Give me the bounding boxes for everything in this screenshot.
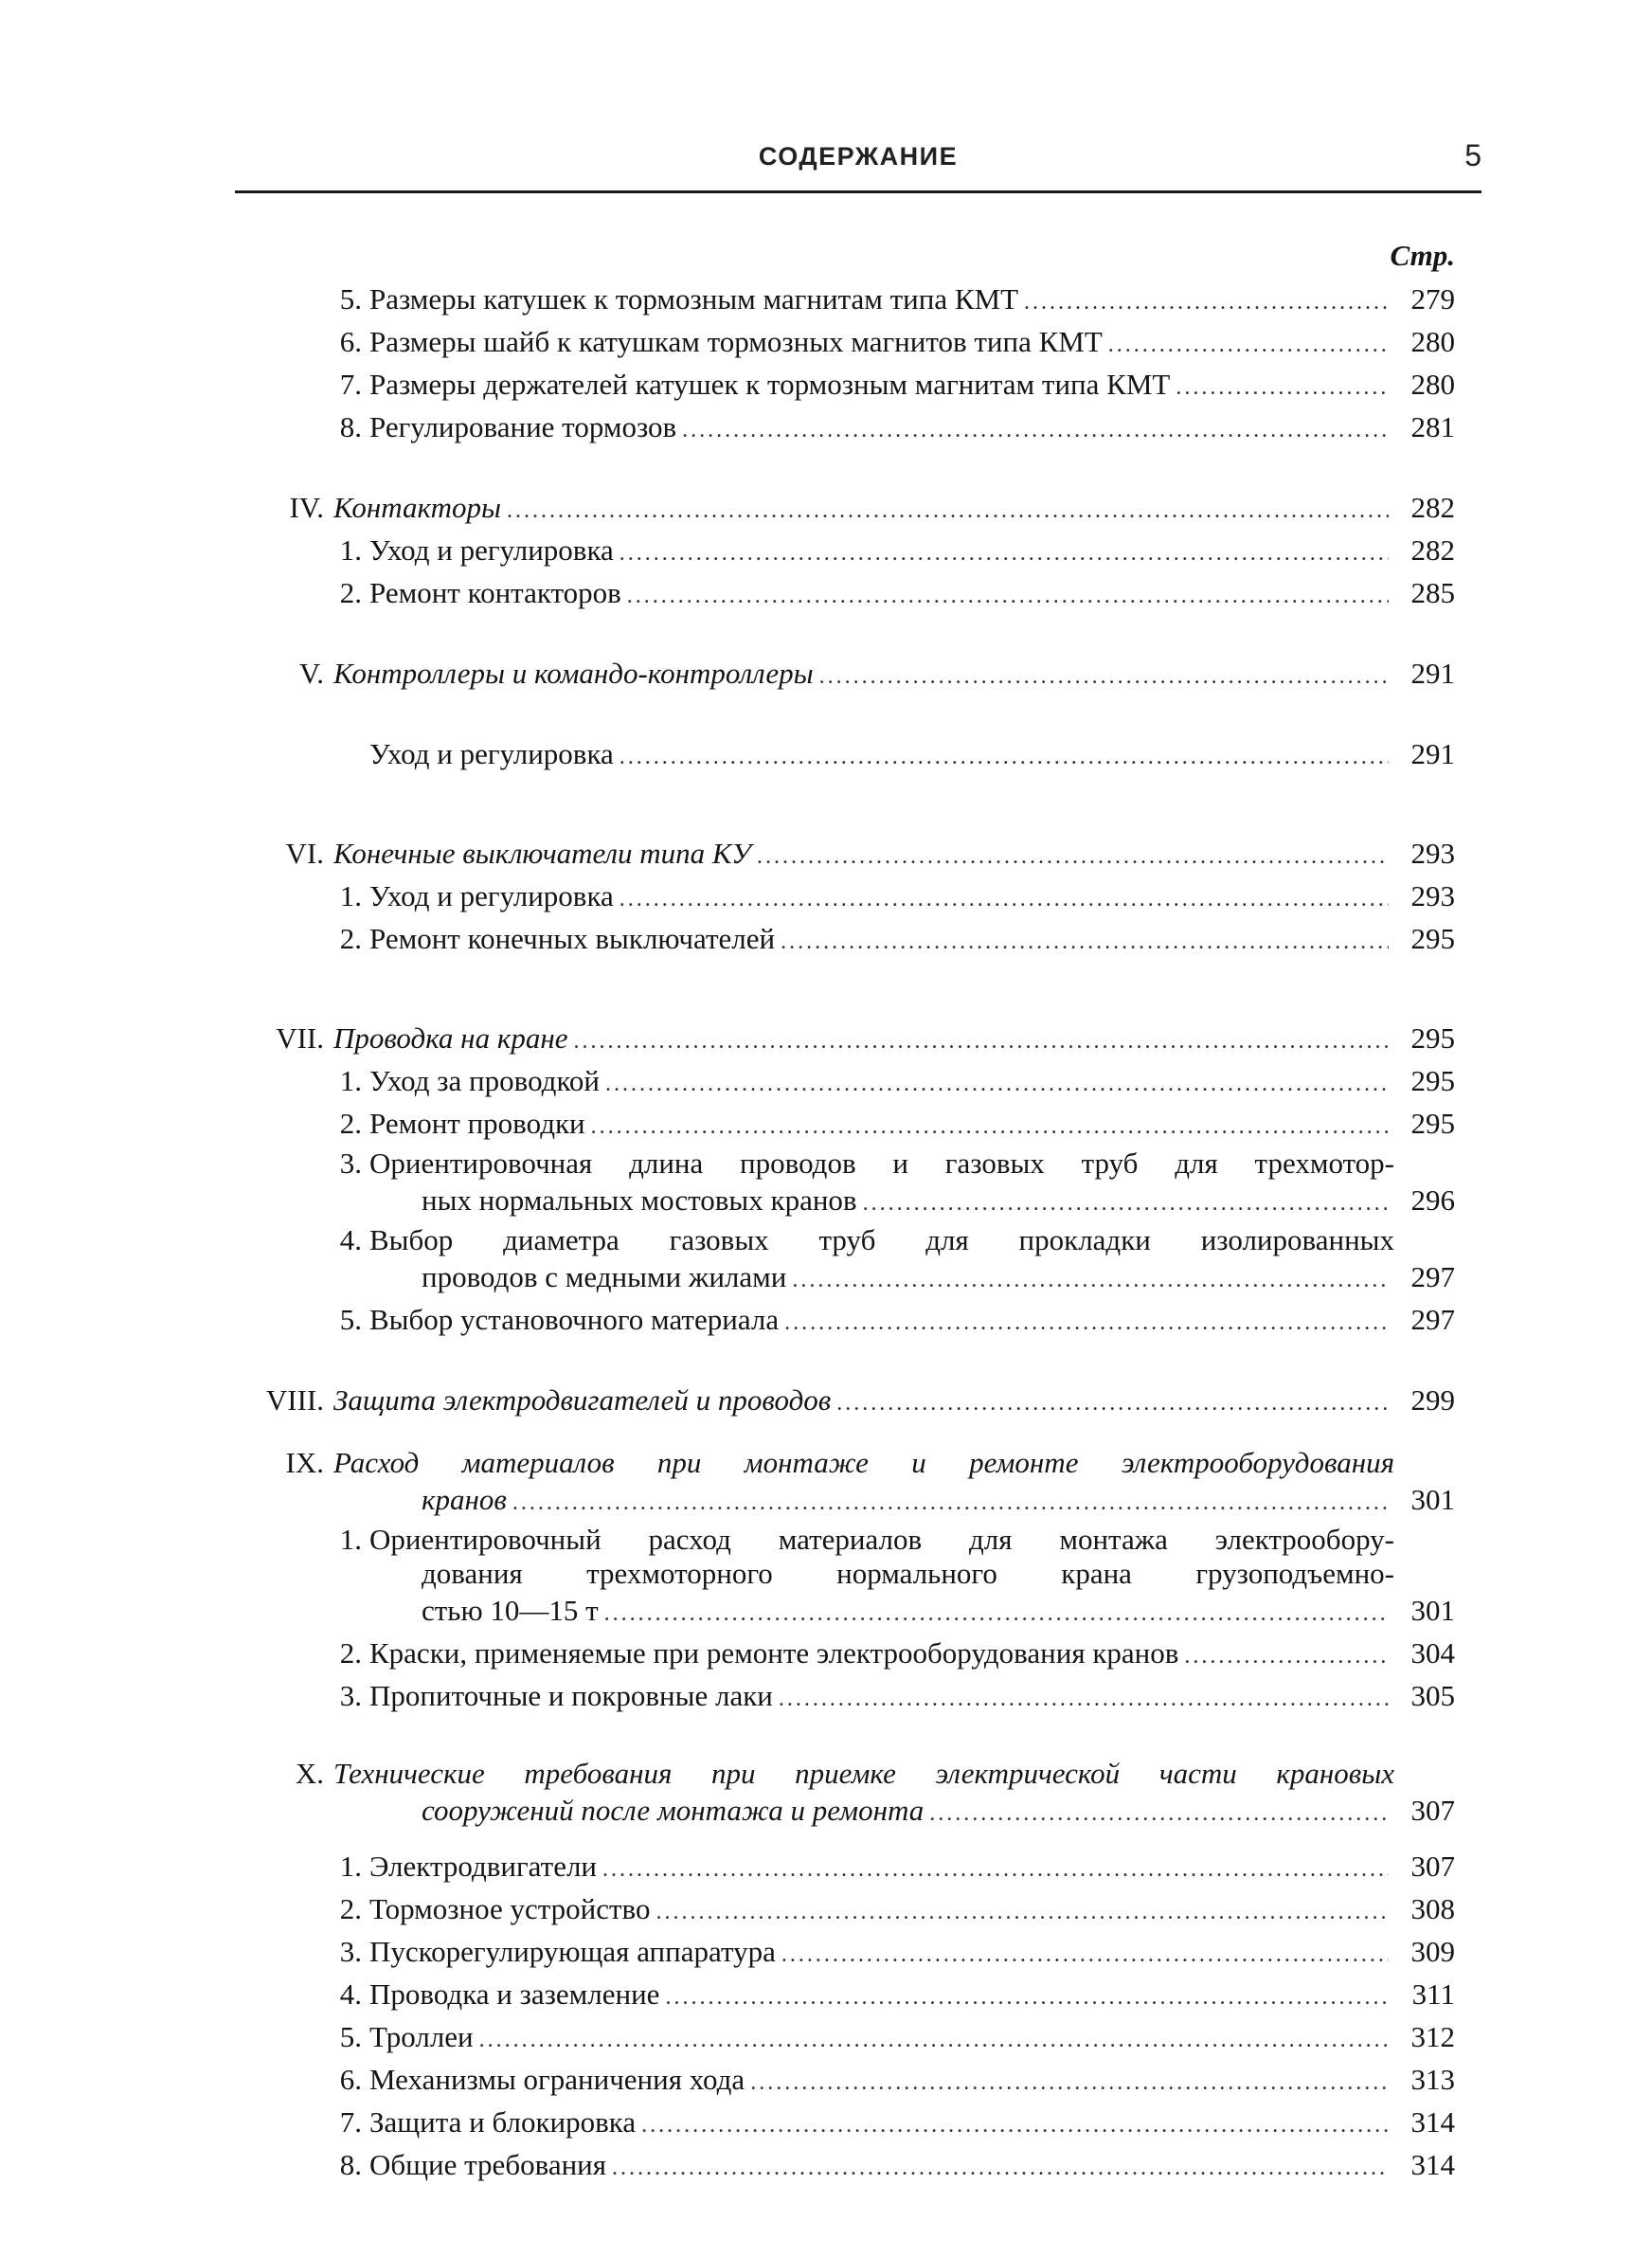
toc-item[interactable]: 3. Пускорегулирующая аппаратура ..... 309 — [189, 1932, 1455, 1975]
toc-item-text: Ремонт проводки — [369, 1107, 585, 1140]
toc-item-text: Краски, применяемые при ремонте электрооборудования кранов — [369, 1636, 1179, 1670]
toc-item-text: Размеры шайб к катушкам тормозных магнитов типа КМТ — [369, 325, 1103, 358]
toc-page: 305 — [1410, 1679, 1455, 1712]
chapter-number: IV. — [289, 491, 324, 524]
toc-item-text: Размеры держателей катушек к тормозным магнитам типа КМТ — [369, 368, 1171, 401]
toc-item-text: Ориентировочная длина проводов и газовых труб для трехмотор- — [369, 1147, 1394, 1180]
toc-section-x — [189, 1757, 1455, 2188]
toc-item-text: Электродвигатели — [369, 1850, 598, 1883]
leader-dots — [929, 1795, 1389, 1833]
leader-dots — [781, 923, 1389, 962]
leader-dots — [750, 2064, 1389, 2103]
toc-item[interactable]: 5. Троллеи ..... 312 — [189, 2017, 1455, 2060]
chapter-title: Контакторы — [333, 491, 502, 524]
leader-dots — [863, 1184, 1389, 1223]
toc-page: 295 — [1410, 1064, 1455, 1097]
toc-chapter[interactable] — [189, 1381, 1455, 1423]
toc-page: 295 — [1410, 1021, 1455, 1055]
toc-item-text: Пропиточные и покровные лаки — [369, 1679, 773, 1712]
toc-item-text: Общие требования — [369, 2148, 607, 2181]
chapter-title: сооружений после монтажа и ремонта — [422, 1794, 925, 1827]
chapter-title: Защита электродвигателей и проводов — [333, 1383, 832, 1417]
toc-page: 279 — [1410, 282, 1455, 316]
toc-page: 301 — [1410, 1483, 1455, 1516]
toc-chapter[interactable] — [189, 1019, 1455, 1061]
toc-item[interactable]: 7. Размеры держателей катушек к тормозным магнитам типа КМТ ..... 280 — [189, 365, 1455, 407]
toc-item-text: Защита и блокировка — [369, 2105, 637, 2139]
leader-dots — [620, 534, 1389, 573]
toc-item-text: Регулирование тормозов — [369, 410, 677, 443]
leader-dots — [836, 1384, 1389, 1423]
chapter-number: IX. — [285, 1446, 324, 1479]
page-title: СОДЕРЖАНИЕ — [758, 142, 959, 171]
leader-dots — [591, 1108, 1389, 1147]
header-rule — [235, 190, 1481, 193]
toc-item-text: Механизмы ограничения хода — [369, 2063, 745, 2096]
toc-page: 280 — [1410, 368, 1455, 401]
toc-item[interactable] — [189, 734, 1455, 777]
toc-page: 312 — [1410, 2020, 1455, 2053]
chapter-number: V. — [298, 657, 324, 690]
leader-dots — [620, 738, 1389, 777]
toc-page: 285 — [1410, 576, 1455, 609]
toc-page: 301 — [1410, 1594, 1455, 1627]
toc-page: 282 — [1410, 533, 1455, 567]
toc-page: 281 — [1410, 410, 1455, 443]
leader-dots — [665, 1978, 1389, 2017]
toc-item[interactable]: 8. Регулирование тормозов ..... 281 — [189, 407, 1455, 450]
toc-item[interactable]: 2. Ремонт контакторов ..... 285 — [189, 573, 1455, 616]
leader-dots — [1184, 1637, 1389, 1676]
chapter-number: VII. — [276, 1021, 324, 1055]
leader-dots — [604, 1595, 1389, 1634]
chapter-number: X. — [295, 1757, 324, 1790]
leader-dots — [605, 1065, 1389, 1104]
toc-item-text: Троллеи — [369, 2020, 474, 2053]
chapter-number: VI. — [285, 837, 324, 870]
toc-page: 296 — [1410, 1183, 1455, 1217]
leader-dots — [781, 1936, 1389, 1975]
toc-item[interactable]: 2. Ремонт проводки ..... 295 — [189, 1104, 1455, 1147]
toc-item-text: проводов с медными жилами — [422, 1260, 787, 1293]
toc-page: 307 — [1410, 1794, 1455, 1827]
toc-page: 299 — [1410, 1383, 1455, 1417]
toc-page: 314 — [1410, 2148, 1455, 2181]
toc-page: 291 — [1410, 657, 1455, 690]
toc-item[interactable]: 1. Ориентировочный расход материалов для монтажа электрообору- дования трехмоторного нормального крана грузоподъемно- стью 10—15 т ..... 301 — [189, 1523, 1455, 1634]
chapter-title: кранов — [422, 1483, 507, 1516]
toc-item[interactable]: 1. Уход и регулировка ..... 293 — [189, 876, 1455, 919]
toc-page: 313 — [1410, 2063, 1455, 2096]
leader-dots — [819, 658, 1389, 696]
chapter-title: Расход материалов при монтаже и ремонте электрооборудования — [333, 1446, 1394, 1479]
leader-dots — [573, 1022, 1389, 1061]
toc-item[interactable]: 1. Электродвигатели ..... 307 — [189, 1847, 1455, 1889]
toc-item-text: стью 10—15 т — [422, 1594, 599, 1627]
toc-item-text: Ремонт конечных выключателей — [369, 922, 776, 955]
toc-page: 295 — [1410, 922, 1455, 955]
leader-dots — [512, 1484, 1389, 1523]
toc-item[interactable]: 1. Уход за проводкой ..... 295 — [189, 1061, 1455, 1104]
chapter-title: Контроллеры и командо-контроллеры — [333, 657, 814, 690]
toc-page: 314 — [1410, 2105, 1455, 2139]
toc-page: 280 — [1410, 325, 1455, 358]
page-column-label: Стр. — [1390, 239, 1455, 272]
leader-dots — [1108, 326, 1389, 365]
toc-chapter[interactable] — [189, 834, 1455, 876]
toc-item[interactable]: 2. Краски, применяемые при ремонте электрооборудования кранов ..... 304 — [189, 1634, 1455, 1676]
toc-item-text: Ремонт контакторов — [369, 576, 621, 609]
leader-dots — [479, 2021, 1389, 2060]
toc-section-viii — [189, 1381, 1455, 1423]
toc-page: 309 — [1410, 1935, 1455, 1968]
toc-chapter[interactable] — [189, 488, 1455, 531]
toc-item[interactable]: 8. Общие требования ..... 314 — [189, 2145, 1455, 2188]
toc-section-iv — [189, 488, 1455, 616]
toc-item[interactable]: 3. Ориентировочная длина проводов и газовых труб для трехмотор- ных нормальных мостовых кранов ..... 296 — [189, 1147, 1455, 1223]
toc-item-text: Уход и регулировка — [369, 533, 614, 567]
toc-section-ix — [189, 1446, 1455, 1719]
toc-page: 295 — [1410, 1107, 1455, 1140]
toc-chapter[interactable] — [189, 1446, 1455, 1523]
chapter-number: VIII. — [265, 1383, 324, 1417]
toc-item-text: Тормозное устройство — [369, 1892, 651, 1925]
toc-item-text: Уход и регулировка — [369, 737, 614, 770]
leader-dots — [1176, 369, 1389, 407]
toc-item-text: Выбор установочного материала — [369, 1303, 780, 1336]
toc-item[interactable]: 1. Уход и регулировка ..... 282 — [189, 531, 1455, 573]
leader-dots — [757, 838, 1389, 876]
leader-dots — [612, 2149, 1389, 2188]
toc-item[interactable]: 5. Выбор установочного материала ..... 297 — [189, 1300, 1455, 1343]
leader-dots — [784, 1304, 1389, 1343]
chapter-title: Проводка на кране — [333, 1021, 568, 1055]
toc-section-v — [189, 654, 1455, 777]
toc-page: 304 — [1410, 1636, 1455, 1670]
toc-page: 307 — [1410, 1850, 1455, 1883]
toc-item-text: ных нормальных мостовых кранов — [422, 1183, 857, 1217]
toc-page: 293 — [1410, 879, 1455, 912]
leader-dots — [792, 1261, 1389, 1300]
toc-page: 308 — [1410, 1892, 1455, 1925]
toc-item-text: Пускорегулирующая аппаратура — [369, 1935, 776, 1968]
chapter-title: Технические требования при приемке электрической части крановых — [333, 1757, 1394, 1790]
toc-page: 282 — [1410, 491, 1455, 524]
toc-item-text: Проводка и заземление — [369, 1977, 660, 2011]
toc-page: 291 — [1410, 737, 1455, 770]
chapter-title: Конечные выключатели типа КУ — [333, 837, 751, 870]
toc-section-vii — [189, 1019, 1455, 1343]
toc-item[interactable]: 3. Пропиточные и покровные лаки ..... 305 — [189, 1676, 1455, 1719]
leader-dots — [682, 411, 1389, 450]
toc-item[interactable]: 4. Выбор диаметра газовых труб для прокладки изолированных проводов с медными жилами ..... 297 — [189, 1223, 1455, 1300]
toc-chapter[interactable] — [189, 1757, 1455, 1833]
running-head — [235, 138, 1481, 190]
toc-section-continuation — [189, 280, 1455, 450]
toc-item-text: Ориентировочный расход материалов для монтажа электрообору- — [369, 1523, 1394, 1556]
toc-item-text: дования трехмоторного нормального крана грузоподъемно- — [422, 1557, 1394, 1590]
toc-item-text: Уход за проводкой — [369, 1064, 601, 1097]
toc-section-vi — [189, 834, 1455, 962]
toc-item[interactable]: 2. Тормозное устройство ..... 308 — [189, 1889, 1455, 1932]
table-of-contents — [189, 280, 1455, 2226]
leader-dots — [627, 577, 1389, 616]
toc-item[interactable]: 6. Механизмы ограничения хода ..... 313 — [189, 2060, 1455, 2103]
toc-page: 297 — [1410, 1260, 1455, 1293]
toc-item[interactable]: 5. Размеры катушек к тормозным магнитам типа КМТ ..... 279 — [189, 280, 1455, 322]
leader-dots — [779, 1680, 1389, 1719]
toc-chapter[interactable] — [189, 654, 1455, 696]
toc-item[interactable]: 2. Ремонт конечных выключателей ..... 295 — [189, 919, 1455, 962]
toc-page: 297 — [1410, 1303, 1455, 1336]
toc-item[interactable]: 6. Размеры шайб к катушкам тормозных магнитов типа КМТ ..... 280 — [189, 322, 1455, 365]
toc-item-text: Уход и регулировка — [369, 879, 614, 912]
toc-page: 293 — [1410, 837, 1455, 870]
leader-dots — [655, 1893, 1389, 1932]
leader-dots — [602, 1851, 1389, 1889]
leader-dots — [507, 492, 1389, 531]
toc-item-text: Выбор диаметра газовых труб для прокладки изолированных — [369, 1223, 1394, 1256]
toc-page: 311 — [1411, 1977, 1455, 2011]
toc-item-text: Размеры катушек к тормозным магнитам типа КМТ — [369, 282, 1019, 316]
leader-dots — [1024, 283, 1389, 322]
toc-item[interactable]: 7. Защита и блокировка ..... 314 — [189, 2103, 1455, 2145]
leader-dots — [620, 880, 1389, 919]
toc-item[interactable]: 4. Проводка и заземление ..... 311 — [189, 1975, 1455, 2017]
page-number: 5 — [1464, 138, 1481, 172]
leader-dots — [641, 2106, 1389, 2145]
